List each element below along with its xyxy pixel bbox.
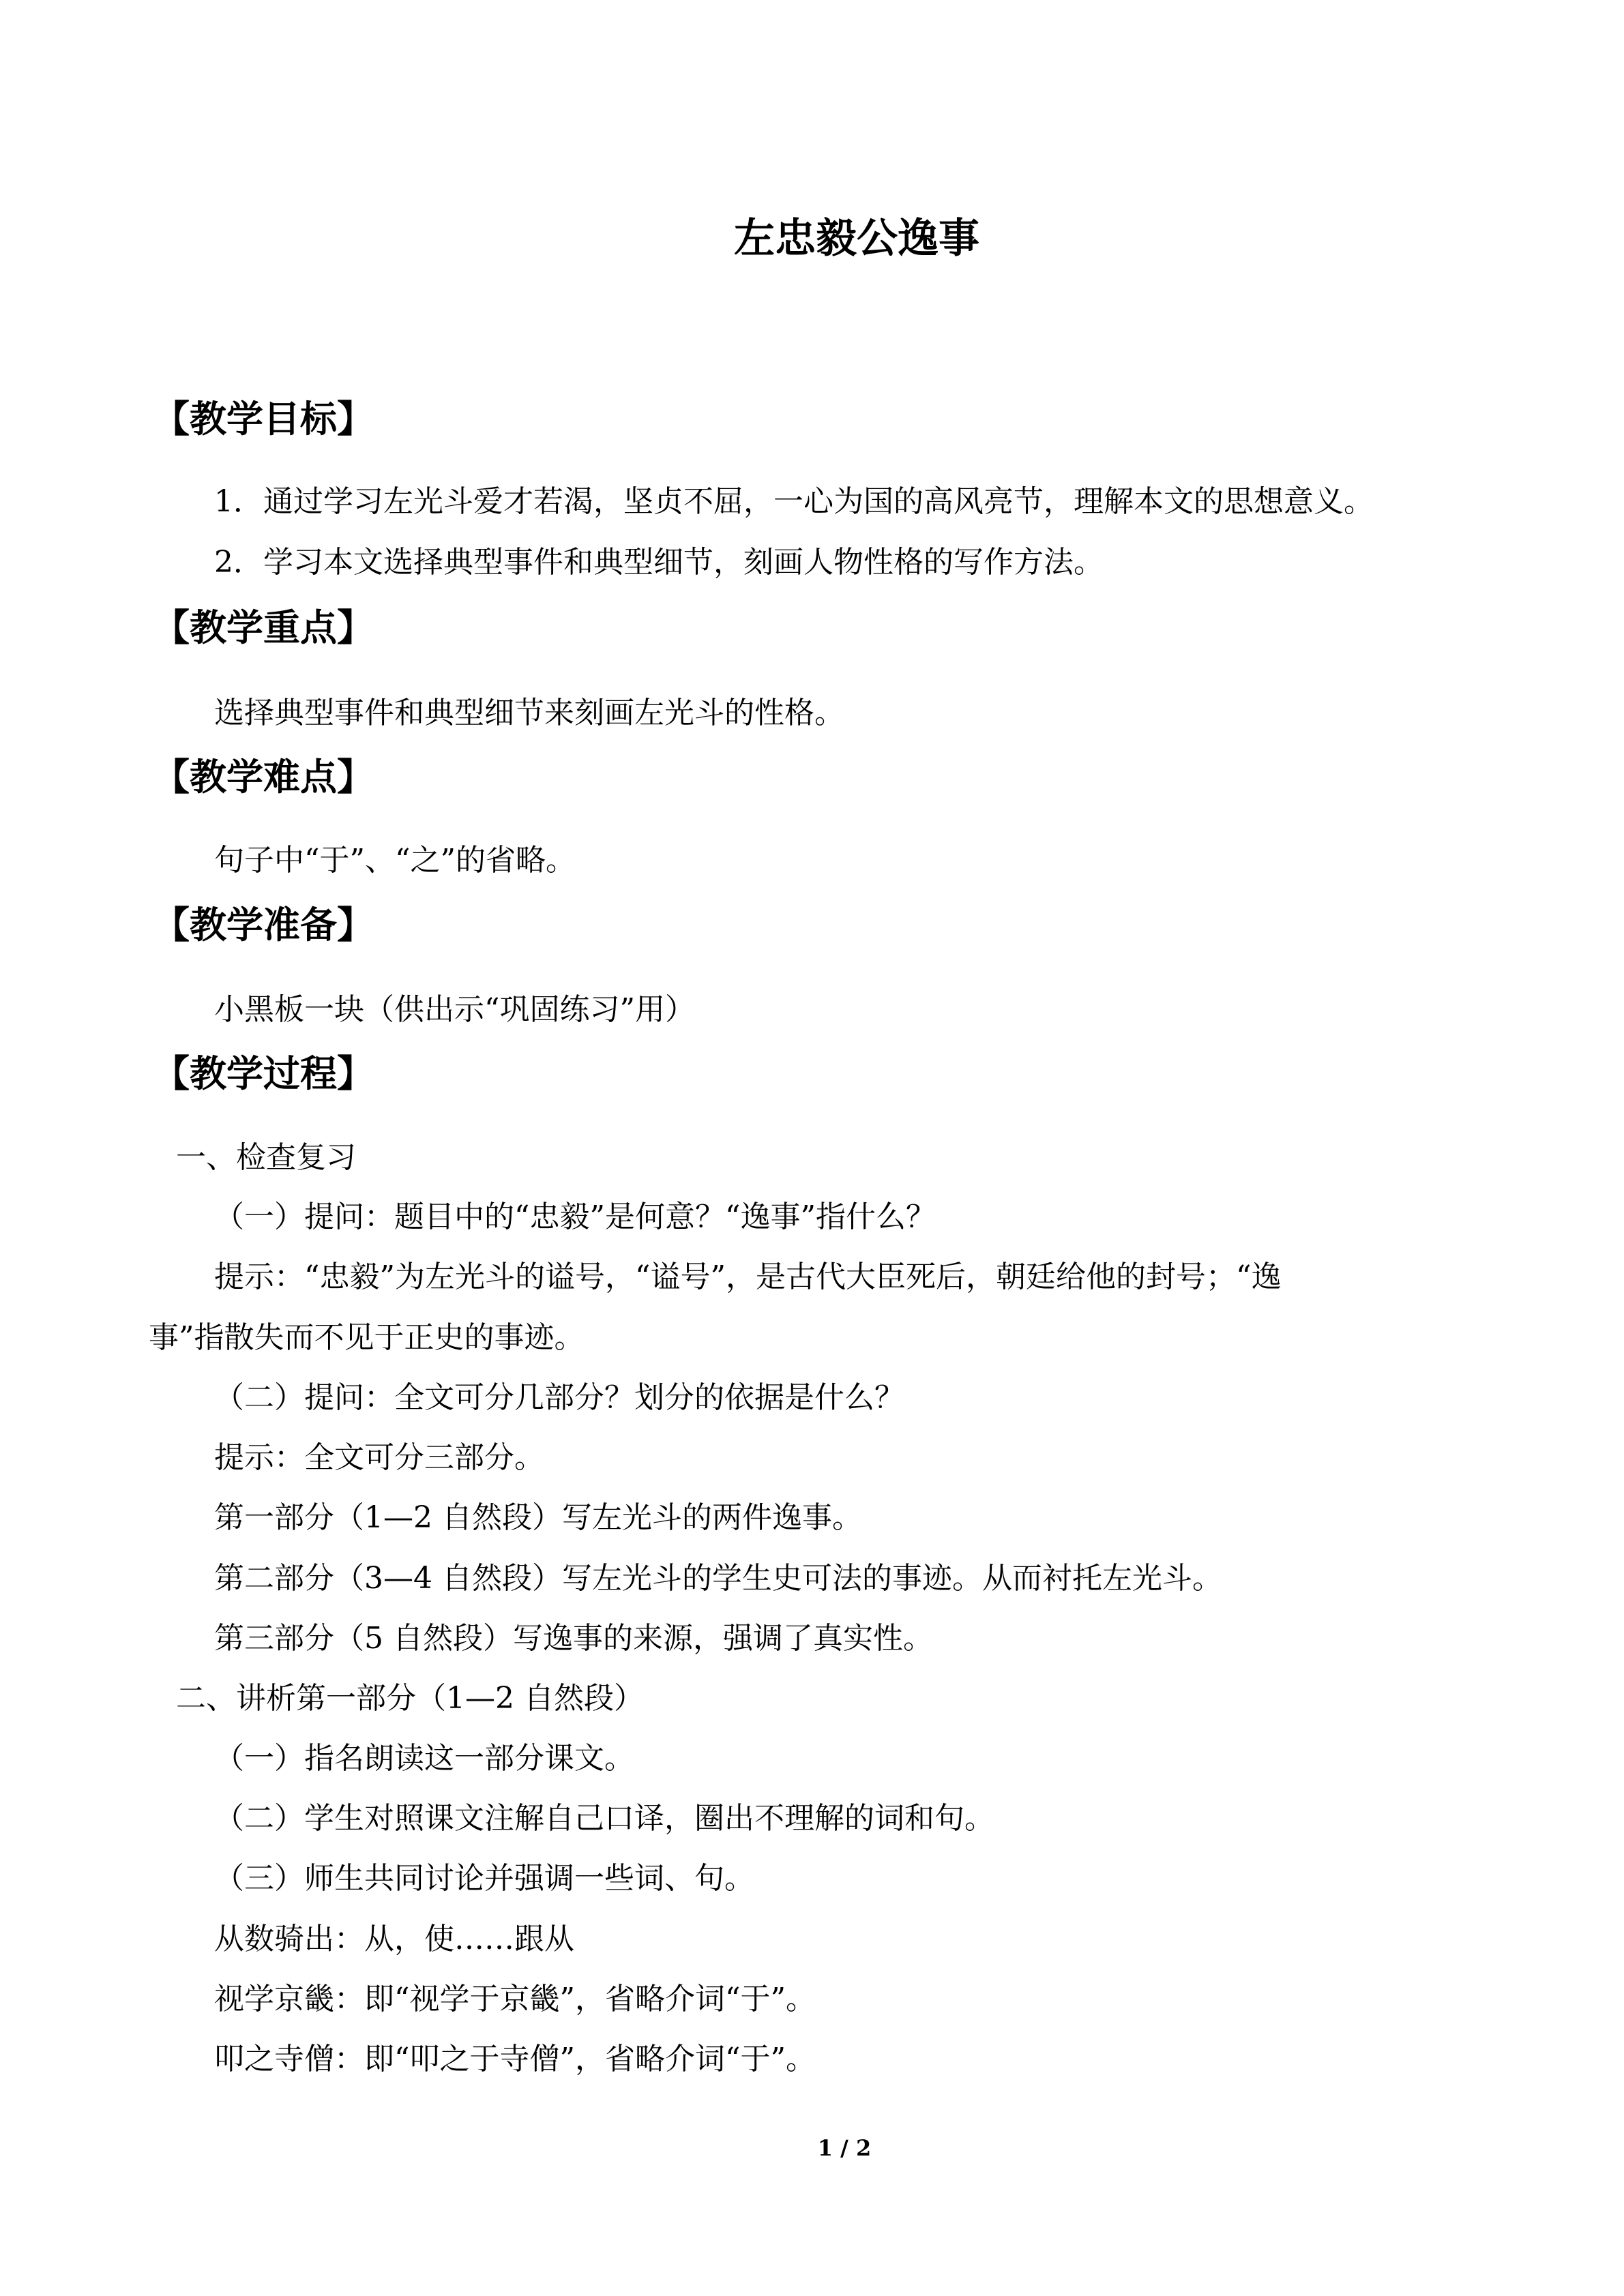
process-paragraph: 视学京畿：即“视学于京畿”，省略介词“于”。 (214, 1982, 816, 2016)
key-point-text: 选择典型事件和典型细节来刻画左光斗的性格。 (214, 696, 844, 730)
process-paragraph: 事”指散失而不见于正史的事迹。 (149, 1320, 585, 1355)
process-paragraph: 叩之寺僧：即“叩之于寺僧”，省略介词“于”。 (214, 2042, 816, 2076)
process-paragraph: （一）指名朗读这一部分课文。 (214, 1741, 634, 1776)
process-paragraph: （三）师生共同讨论并强调一些词、句。 (214, 1861, 754, 1896)
process-paragraph: （二）学生对照课文注解自己口译，圈出不理解的词和句。 (214, 1801, 994, 1836)
process-paragraph: （二）提问：全文可分几部分？划分的依据是什么？ (214, 1380, 904, 1415)
process-part-heading: 二、讲析第一部分（1—2 自然段） (176, 1681, 644, 1716)
difficulty-text: 句子中“于”、“之”的省略。 (214, 843, 576, 878)
section-heading-process: 【教学过程】 (153, 1052, 374, 1095)
process-paragraph: 提示：全文可分三部分。 (214, 1440, 544, 1475)
process-paragraph: 第二部分（3—4 自然段）写左光斗的学生史可法的事迹。从而衬托左光斗。 (214, 1561, 1222, 1596)
process-paragraph: 第一部分（1—2 自然段）写左光斗的两件逸事。 (214, 1500, 862, 1535)
section-heading-objectives: 【教学目标】 (153, 398, 374, 441)
page-number: 1 / 2 (817, 2135, 872, 2161)
document-title: 左忠毅公逸事 (734, 215, 979, 263)
process-paragraph: 从数骑出：从，使……跟从 (214, 1922, 574, 1956)
preparation-text: 小黑板一块（供出示“巩固练习”用） (214, 992, 695, 1027)
process-paragraph: （一）提问：题目中的“忠毅”是何意？“逸事”指什么？ (214, 1199, 936, 1234)
section-heading-key-points: 【教学重点】 (153, 606, 374, 649)
process-paragraph: 第三部分（5 自然段）写逸事的来源，强调了真实性。 (214, 1621, 933, 1656)
section-heading-difficulties: 【教学难点】 (153, 756, 374, 799)
objective-item: 2．学习本文选择典型事件和典型细节，刻画人物性格的写作方法。 (214, 545, 1104, 580)
process-paragraph: 提示：“忠毅”为左光斗的谥号，“谥号”，是古代大臣死后，朝廷给他的封号；“逸 (214, 1259, 1282, 1294)
process-part-heading: 一、检查复习 (176, 1140, 356, 1175)
objective-item: 1．通过学习左光斗爱才若渴，坚贞不屈，一心为国的高风亮节，理解本文的思想意义。 (214, 484, 1374, 519)
section-heading-preparation: 【教学准备】 (153, 904, 374, 946)
